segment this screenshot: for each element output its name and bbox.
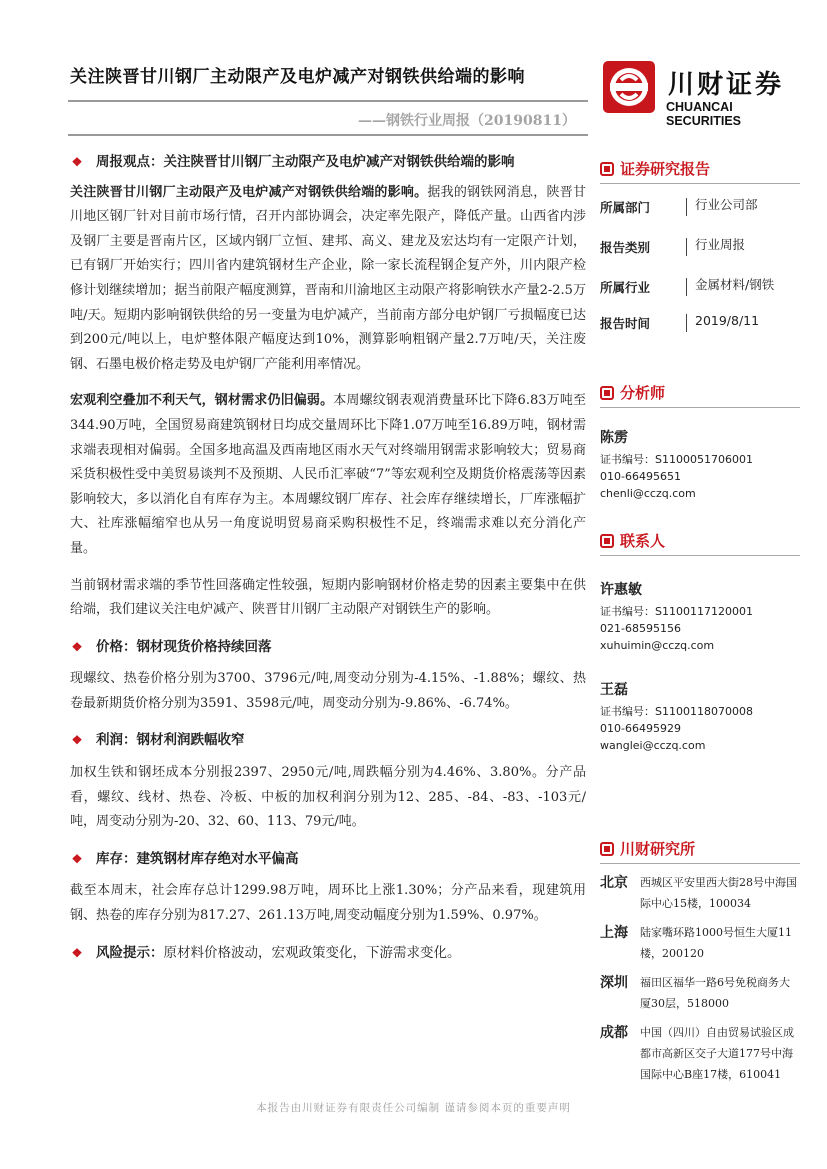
info-row (600, 198, 800, 216)
analyst-card (600, 430, 800, 502)
header-divider-bottom (68, 134, 588, 136)
risk-body: 原材料价格波动，宏观政策变化，下游需求变化。 (163, 944, 461, 961)
info-row (600, 278, 800, 296)
address-row (600, 1022, 800, 1085)
page-footer: 本报告由川财证券有限责任公司编制 谨请参阅本页的重要声明 (256, 1102, 571, 1114)
person-cert: 证书编号：S1100051706001 (600, 453, 753, 466)
section-divider (600, 863, 800, 864)
info-value: 行业公司部 (686, 198, 758, 216)
section-marker-icon (600, 162, 614, 176)
person-email[interactable]: xuhuimin@cczq.com (600, 639, 715, 652)
info-key: 所属行业 (600, 280, 651, 295)
info-key: 所属部门 (600, 200, 651, 215)
diamond-bullet-icon: ❖ (71, 639, 83, 654)
address-text: 中国（四川）自由贸易试验区成都市高新区交子大道177号中海国际中心B座17楼，610041 (640, 1026, 794, 1081)
risk-heading (70, 941, 586, 966)
address-text: 陆家嘴环路1000号恒生大厦11楼，200120 (640, 926, 792, 960)
address-text: 西城区平安里西大街28号中海国际中心15楼，100034 (640, 876, 797, 910)
paragraph-conclusion: 当前钢材需求端的季节性回落确定性较强，短期内影响钢材价格走势的因素主要集中在供给端，我们建议关注电炉减产、陕晋甘川钢厂主动限产对钢铁生产的影响。 (70, 577, 586, 618)
diamond-bullet-icon: ❖ (71, 733, 83, 748)
person-email[interactable]: chenli@cczq.com (600, 487, 696, 500)
profit-heading-text: 利润：钢材利润跌幅收窄 (96, 732, 245, 749)
person-phone: 010-66495929 (600, 722, 681, 735)
section-divider (600, 555, 800, 556)
risk-heading-text: 风险提示： (96, 944, 164, 961)
paragraph-stock: 截至本周末，社会库存总计1299.98万吨，周环比上涨1.30%；分产品来看，现建筑用钢、热卷的库存分别为817.27、261.13万吨,周变动幅度分别为1.59%、0.97%。 (70, 883, 586, 924)
info-row (600, 314, 800, 332)
analyst-section-heading-text: 分析师 (620, 384, 666, 402)
diamond-bullet-icon: ❖ (71, 155, 83, 169)
paragraph-body: 据我的钢铁网消息，陕晋甘川地区钢厂针对目前市场行情，召开内部协调会，决定率先限产，降低产量。山西省内涉及钢厂主要是晋南片区，区域内钢厂立恒、建邦、高义、建龙及宏达均有一定限产计划，已有钢厂开始实行；四川省内建筑钢材生产企业，除一家长流程钢企复产外，川内限产检修计划继续增加；据当前限产幅度测算，晋南和川渝地区主动限产将影响铁水产量2-2.5万吨/天。短期内影响钢铁供给的另一变量为电炉减产，当前南方部分电炉钢厂亏损幅度已达到200元/吨以上，电炉整体限产幅度达到10%，测算影响粗钢产量2.7万吨/天，关注废钢、石墨电极价格走势及电炉钢厂产能利用率情况。 (70, 184, 586, 372)
paragraph-lead: 宏观利空叠加不利天气，钢材需求仍旧偏弱。 (70, 393, 334, 409)
views-heading-text: 周报观点：关注陕晋甘川钢厂主动限产及电炉减产对钢铁供给端的影响 (96, 154, 515, 170)
section-divider (600, 407, 800, 408)
person-name: 许惠敏 (600, 582, 642, 598)
person-name: 陈雳 (600, 430, 628, 446)
address-row (600, 922, 800, 964)
info-row (600, 238, 800, 256)
main-content (70, 150, 586, 965)
brand-name-en: CHUANCAI SECURITIES (666, 100, 742, 128)
address-row (600, 972, 800, 1014)
info-value: 2019/8/11 (686, 314, 759, 332)
address-row (600, 872, 800, 914)
address-city: 成都 (600, 1025, 628, 1041)
paragraph-body: 本周螺纹钢表观消费量环比下降6.83万吨至344.90万吨，全国贸易商建筑钢材日均成交量周环比下降1.07万吨至16.89万吨，钢材需求端表现相对偏弱。全国多地高温及西南地区雨水天气对终端用钢需求影响较大；贸易商采货积极性受中美贸易谈判不及预期、人民币汇率破“7”等宏观利空及期货价格震荡等因素影响较大，多以消化自有库存为主。本周螺纹钢厂库存、社会库存继续增长，厂库涨幅扩大、社库涨幅缩窄也从另一角度说明贸易商采购积极性不足，终端需求难以充分消化产量。 (70, 393, 586, 556)
contact-section-heading-text: 联系人 (620, 532, 666, 550)
info-key: 报告时间 (600, 316, 651, 331)
price-heading (70, 635, 586, 660)
report-title: 关注陕晋甘川钢厂主动限产及电炉减产对钢铁供给端的影响 (70, 67, 525, 87)
paragraph-lead: 关注陕晋甘川钢厂主动限产及电炉减产对钢铁供给端的影响。 (70, 184, 428, 200)
address-city: 北京 (600, 875, 628, 891)
diamond-bullet-icon: ❖ (71, 945, 83, 960)
section-marker-icon (600, 386, 614, 400)
contact-card (600, 682, 800, 754)
analyst-section-heading (600, 382, 800, 403)
person-phone: 021-68595156 (600, 622, 681, 635)
report-subtitle: ——钢铁行业周报（20190811） (358, 113, 576, 129)
address-city: 深圳 (600, 975, 628, 991)
contact-card (600, 582, 800, 654)
person-email[interactable]: wanglei@cczq.com (600, 739, 706, 752)
paragraph-demand (70, 389, 586, 561)
views-heading (70, 150, 586, 175)
section-marker-icon (600, 842, 614, 856)
brand-logo (602, 60, 802, 128)
person-cert: 证书编号：S1100117120001 (600, 605, 753, 618)
paragraph-price: 现螺纹、热卷价格分别为3700、3796元/吨,周变动分别为-4.15%、-1.88%；螺纹、热卷最新期货价格分别为3591、3598元/吨，周变动分别为-9.86%、-6.74%。 (70, 671, 586, 711)
sidebar (600, 158, 800, 1085)
person-cert: 证书编号：S1100118070008 (600, 705, 753, 718)
info-key: 报告类别 (600, 240, 651, 255)
info-value: 金属材料/钢铁 (686, 278, 774, 296)
address-city: 上海 (600, 925, 628, 941)
report-section-heading-text: 证券研究报告 (620, 160, 711, 178)
section-marker-icon (600, 534, 614, 548)
report-section-heading (600, 158, 800, 179)
person-phone: 010-66495651 (600, 470, 681, 483)
stock-heading (70, 847, 586, 872)
report-info-list (600, 198, 800, 332)
paragraph-supply (70, 181, 586, 378)
paragraph-profit: 加权生铁和钢坯成本分别报2397、2950元/吨,周跌幅分别为4.46%、3.80%。分产品看，螺纹、线材、热卷、冷板、中板的加权利润分别为12、285、-84、-83、-103元/吨，周变动分别为-20、32、60、113、79元/吨。 (70, 765, 586, 830)
person-name: 王磊 (600, 682, 628, 698)
brand-name-cn: 川财证券 (668, 70, 785, 100)
institute-section-heading (600, 838, 800, 859)
profit-heading (70, 728, 586, 753)
stock-heading-text: 库存：建筑钢材库存绝对水平偏高 (96, 850, 299, 867)
diamond-bullet-icon: ❖ (71, 851, 83, 866)
address-list (600, 872, 800, 1085)
header-divider (68, 100, 588, 102)
section-divider (600, 183, 800, 184)
info-value: 行业周报 (686, 238, 745, 256)
price-heading-text: 价格：钢材现货价格持续回落 (96, 638, 272, 655)
chuancai-logo-icon (602, 60, 656, 114)
institute-section-heading-text: 川财研究所 (620, 840, 696, 858)
address-text: 福田区福华一路6号免税商务大厦30层，518000 (640, 976, 790, 1010)
contact-section-heading (600, 530, 800, 551)
